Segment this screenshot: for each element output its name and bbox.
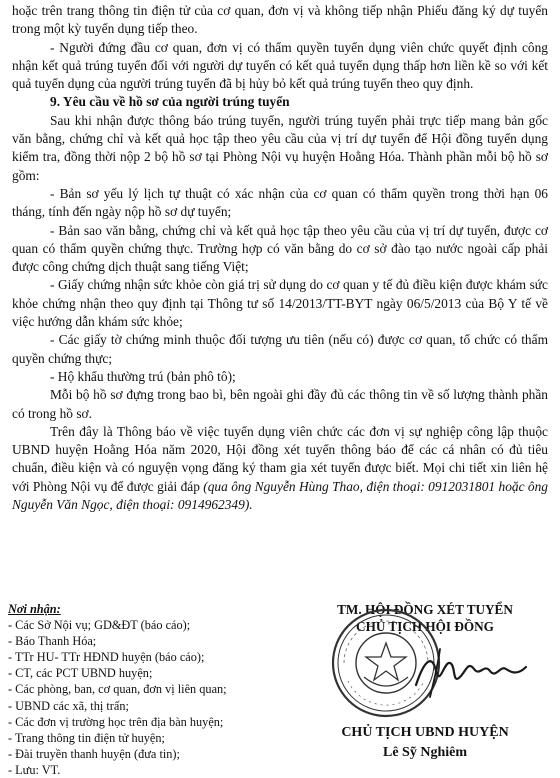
document-body: [12, 2, 548, 514]
council-title: TM. HỘI ĐỒNG XÉT TUYỂN: [337, 602, 513, 617]
list-item: - Đài truyền thanh huyện (đưa tin);: [8, 746, 180, 761]
list-item: - Các đơn vị trường học trên địa bàn huyện;: [8, 714, 224, 729]
list-item-diplomas: - Bản sao văn bằng, chứng chỉ và kết quả học tập theo yêu cầu của vị trí dự tuyển, được cơ quan có thẩm quyền chứng thực. Trường hợp có văn bằng do cơ sở đào tạo nước ngoài cấp phải được công chứng dịch thuật sang tiếng Việt;: [12, 222, 548, 275]
signer-name: Lê Sỹ Nghiêm: [383, 745, 467, 760]
list-item: - Các phòng, ban, cơ quan, đơn vị liên quan;: [8, 682, 227, 697]
closing-text: Trên đây là Thông báo về việc tuyển dụng viên chức các đơn vị sự nghiệp công lập thuộc UBND huyện Hoằng Hóa năm 2020, Hội đồng xét tuyển thông báo để các cá nhân có đủ tiêu chuẩn, điều kiện và có nguyện vọng đăng ký tham gia xét tuyển được biết. Mọi chi tiết xin liên hệ với Phòng Nội vụ để được giải đáp: [12, 423, 548, 494]
signature-block: [300, 601, 550, 760]
chairman-title: CHỦ TỊCH UBND HUYỆN: [341, 725, 509, 740]
list-item: - Trang thông tin điện tử huyện;: [8, 730, 165, 745]
list-item: - TTr HU- TTr HĐND huyện (báo cáo);: [8, 650, 205, 665]
recipients-list: [8, 617, 318, 778]
list-item: - Lưu: VT.: [8, 762, 61, 777]
council-chair: CHỦ TỊCH HỘI ĐỒNG: [356, 619, 494, 634]
handwritten-signature-icon: [410, 641, 530, 701]
contact-info: (qua ông Nguyễn Hùng Thao, điện thoại: 0912031801 hoặc ông Nguyễn Văn Ngọc, điện thoại: 0914962349).: [12, 478, 548, 513]
list-item: - Báo Thanh Hóa;: [8, 634, 97, 649]
recipients-heading: Nơi nhận:: [8, 602, 61, 616]
list-item-household: - Hộ khẩu thường trú (bản phô tô);: [50, 368, 236, 384]
paragraph-submission: Sau khi nhận được thông báo trúng tuyển, người trúng tuyển phải trực tiếp mang bản gốc văn bằng, chứng chỉ và kết quả học tập theo yêu cầu của vị trí dự tuyển để Hội đồng tuyển dụng kiểm tra, đồng thời nộp 2 bộ hồ sơ tại Phòng Nội vụ huyện Hoằng Hóa. Thành phần mỗi bộ hồ sơ gồm:: [12, 112, 548, 183]
recipients-block: [8, 601, 318, 778]
paragraph-continuation: hoặc trên trang thông tin điện tử của cơ quan, đơn vị và không tiếp nhận Phiếu đăng ký dự tuyển trong một kỳ tuyển dụng tiếp theo.: [12, 3, 548, 37]
paragraph-packaging: Mỗi bộ hồ sơ đựng trong bao bì, bên ngoài ghi đầy đủ các thông tin về số lượng thành phần có trong hồ sơ.: [12, 387, 548, 421]
list-item: - CT, các PCT UBND huyện;: [8, 666, 153, 681]
list-item-priority: - Các giấy tờ chứng minh thuộc đối tượng ưu tiên (nếu có) được cơ quan, tổ chức có thẩm quyền chứng thực;: [12, 332, 548, 366]
list-item-cv: - Bản sơ yếu lý lịch tự thuật có xác nhận của cơ quan có thẩm quyền trong thời hạn 06 tháng, tính đến ngày nộp hồ sơ dự tuyển;: [12, 185, 548, 220]
paragraph-closing: [12, 423, 548, 514]
paragraph-result-decision: - Người đứng đầu cơ quan, đơn vị có thẩm quyền tuyển dụng viên chức quyết định công nhận kết quả trúng tuyển đối với người dự tuyển có kết quả tuyển dụng thấp hơn liền kề so với kết quả tuyển dụng của người trúng tuyển đã bị hủy bỏ kết quả trúng tuyển theo quy định.: [12, 39, 548, 92]
list-item: - Các Sở Nội vụ; GD&ĐT (báo cáo);: [8, 618, 191, 633]
section-heading: 9. Yêu cầu về hồ sơ của người trúng tuyển: [50, 94, 290, 110]
list-item-health: - Giấy chứng nhận sức khỏe còn giá trị sử dụng do cơ quan y tế đủ điều kiện được khám sức khỏe chứng nhận theo quy định tại Thông tư số 14/2013/TT-BYT ngày 06/5/2013 của Bộ Y tế về việc hướng dẫn khám sức khỏe;: [12, 277, 548, 330]
list-item: - UBND các xã, thị trấn;: [8, 698, 129, 713]
